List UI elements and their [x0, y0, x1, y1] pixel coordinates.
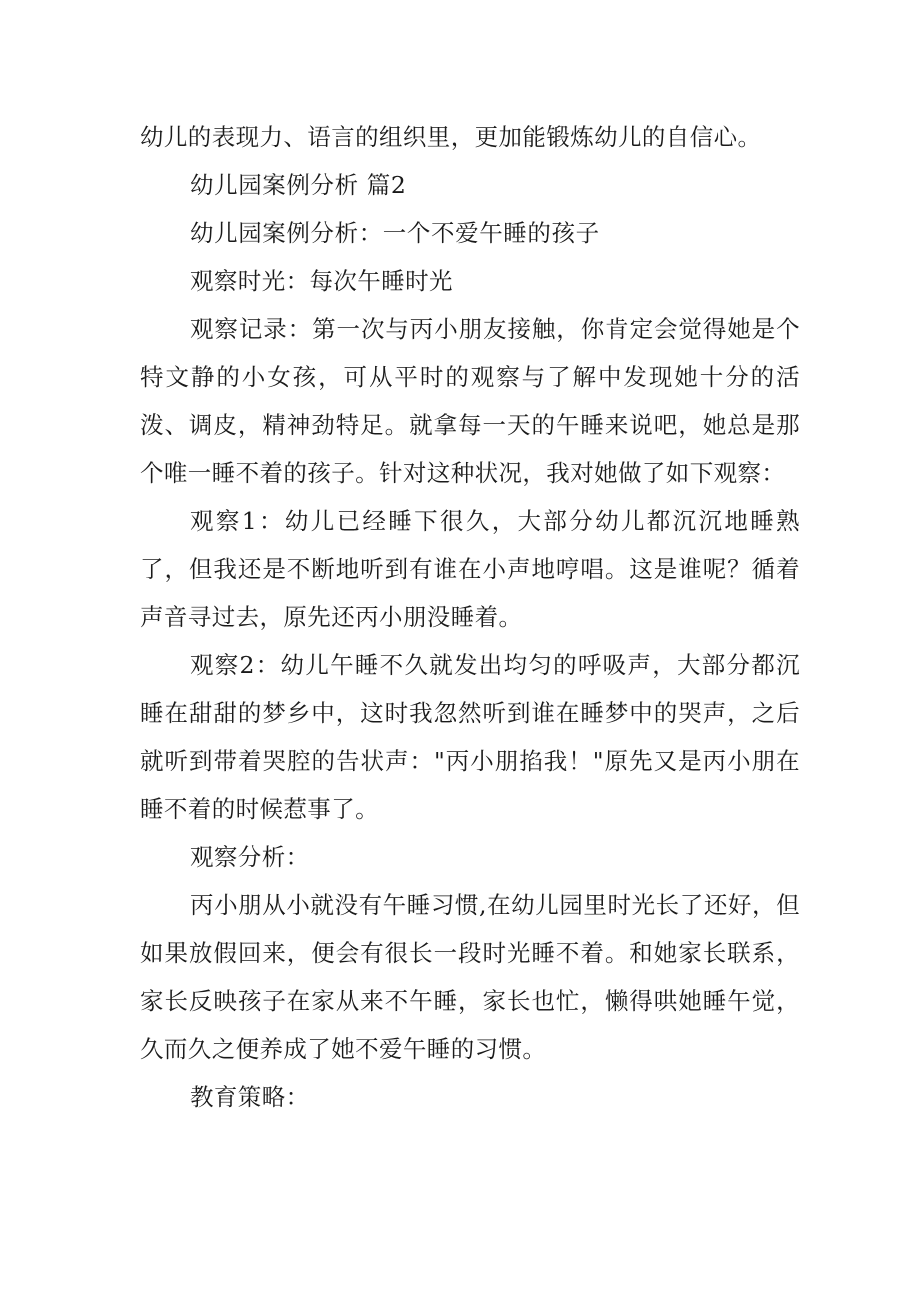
strategy-heading: 教育策略： [190, 1083, 310, 1111]
analysis-heading: 观察分析： [190, 843, 310, 871]
observation-2: 观察2：幼儿午睡不久就发出均匀的呼吸声，大部分都沉睡在甜甜的梦乡中，这时我忽然听到谁在睡梦中的哭声，之后就听到带着哭腔的告状声："丙小朋掐我！"原先又是丙小朋在睡不着的时候惹事了。 [140, 651, 800, 823]
observation-time: 观察时光：每次午睡时光 [190, 267, 453, 295]
document-page [140, 113, 800, 1121]
observation-record: 观察记录：第一次与丙小朋友接触，你肯定会觉得她是个特文静的小女孩，可从平时的观察与了解中发现她十分的活泼、调皮，精神劲特足。就拿每一天的午睡来说吧，她总是那个唯一睡不着的孩子。针对这种状况，我对她做了如下观察： [140, 315, 800, 487]
paragraph-continuation: 幼儿的表现力、语言的组织里，更加能锻炼幼儿的自信心。 [140, 123, 762, 151]
section-heading: 幼儿园案例分析 篇2 [190, 171, 407, 199]
analysis-body: 丙小朋从小就没有午睡习惯,在幼儿园里时光长了还好，但如果放假回来，便会有很长一段时光睡不着。和她家长联系，家长反映孩子在家从来不午睡，家长也忙，懒得哄她睡午觉，久而久之便养成了她不爱午睡的习惯。 [140, 891, 800, 1063]
observation-1: 观察1：幼儿已经睡下很久，大部分幼儿都沉沉地睡熟了，但我还是不断地听到有谁在小声地哼唱。这是谁呢？循着声音寻过去，原先还丙小朋没睡着。 [140, 507, 800, 631]
case-title: 幼儿园案例分析：一个不爱午睡的孩子 [190, 219, 600, 247]
